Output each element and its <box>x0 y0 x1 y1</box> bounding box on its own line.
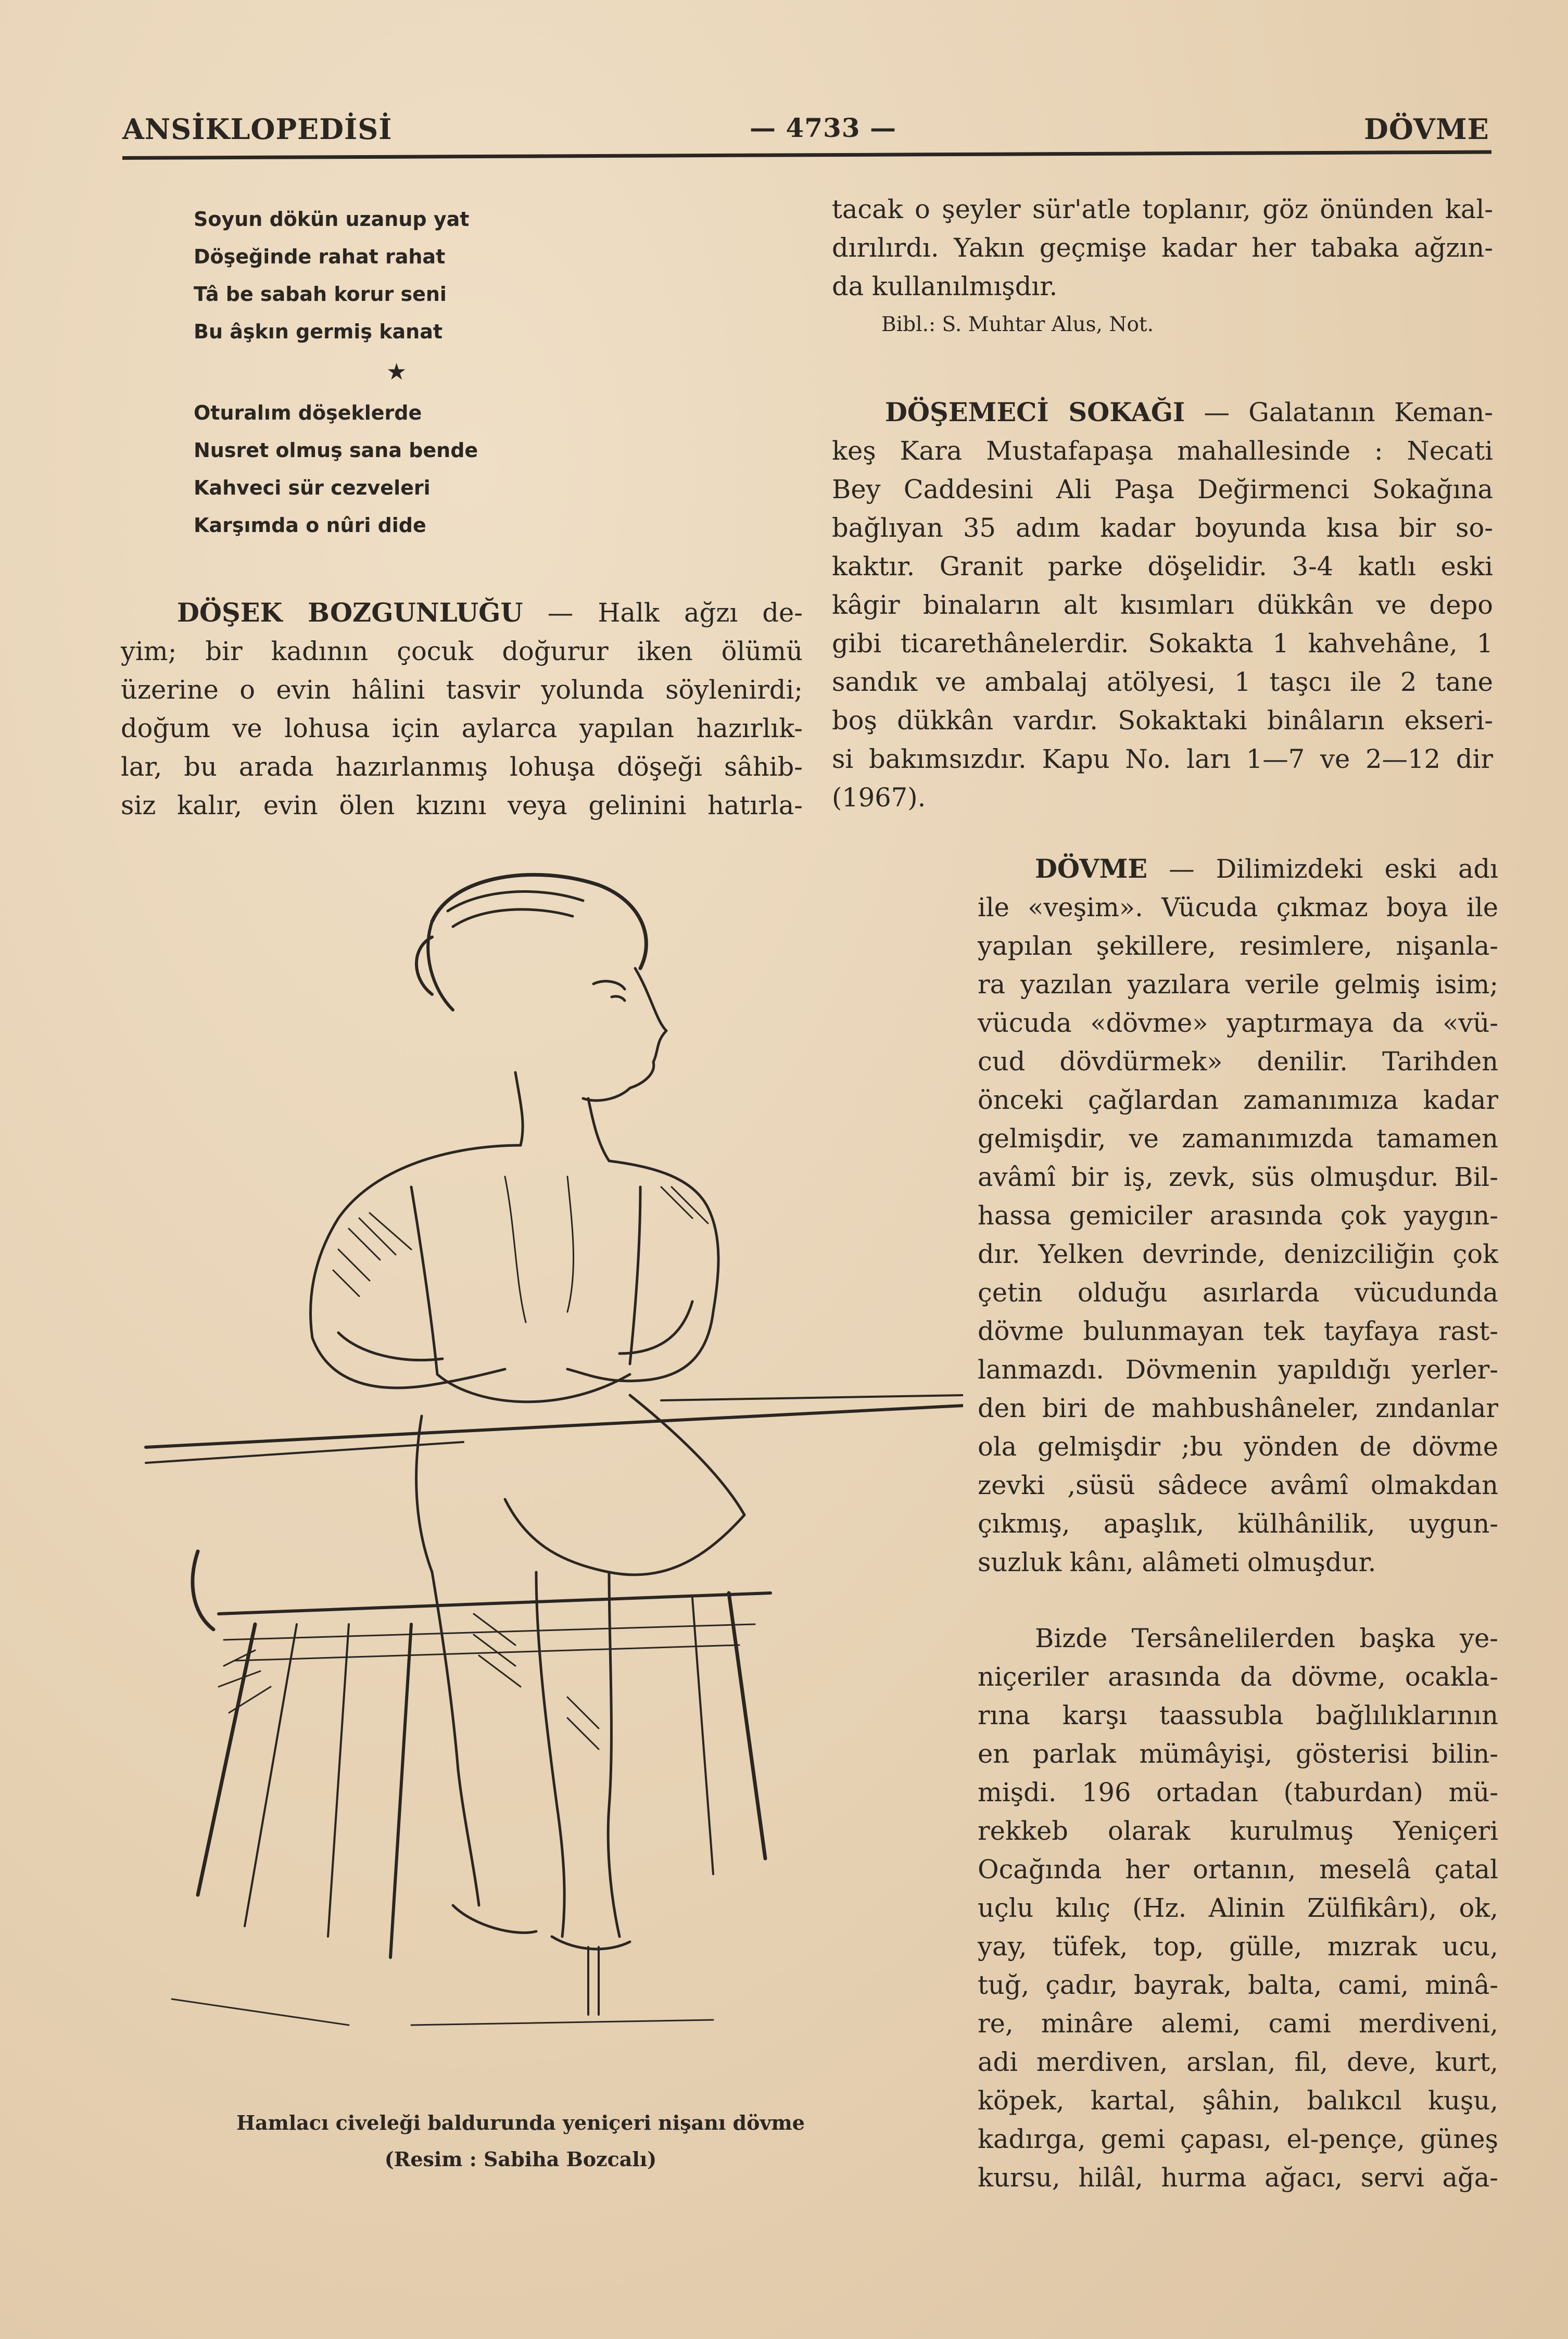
entry-text: da kullanılmışdır. <box>832 271 1058 301</box>
entry-text: dırılırdı. Yakın geçmişe kadar her tabaka ağzın- <box>832 233 1493 263</box>
stanza-separator: ★ <box>386 359 407 385</box>
entry-text: kaktır. Granit parke döşelidir. 3-4 katlı eski <box>832 551 1493 581</box>
entry-text: cud dövdürmek» denilir. Tarihden <box>978 1046 1498 1077</box>
entry-text: sandık ve ambalaj atölyesi, 1 taşcı ile 2 tane <box>832 667 1493 697</box>
entry-text: ile «veşim». Vücuda çıkmaz boya ile <box>978 892 1498 922</box>
entry-text: uçlu kılıç (Hz. Alinin Zülfikârı), ok, <box>978 1893 1498 1923</box>
entry-text: lar, bu arada hazırlanmış lohuşa döşeği sâhib- <box>121 752 803 782</box>
entry-text: ola gelmişdir ;bu yönden de dövme <box>978 1432 1498 1462</box>
entry-text: çıkmış, apaşlık, külhânilik, uygun- <box>978 1509 1498 1539</box>
poem-line: Soyun dökün uzanup yat <box>194 208 470 231</box>
entry-text: gibi ticarethânelerdir. Sokakta 1 kahvehâne, 1 <box>832 628 1493 659</box>
entry-text: lanmazdı. Dövmenin yapıldığı yerler- <box>978 1355 1498 1385</box>
poem-line: Döşeğinde rahat rahat <box>194 245 446 268</box>
entry-dosemeci-sokagi <box>832 393 1493 817</box>
entry-dovme <box>978 850 1498 2197</box>
entry-text: keş Kara Mustafapaşa mahallesinde : Necati <box>832 436 1493 466</box>
entry-text: kâgir binaların alt kısımları dükkân ve depo <box>832 590 1493 620</box>
sketch-illustration <box>141 854 963 2093</box>
figure-caption: Hamlacı civeleği baldurunda yeniçeri nişanı dövme <box>236 2111 805 2134</box>
entry-text: köpek, kartal, şâhin, balıkcıl kuşu, <box>978 2085 1498 2116</box>
entry-text: tacak o şeyler sür'atle toplanır, göz önünden kal- <box>832 194 1493 224</box>
entry-text: siz kalır, evin ölen kızını veya gelinini hatırla- <box>121 790 803 820</box>
entry-text: hassa gemiciler arasında çok yaygın- <box>978 1200 1498 1231</box>
poem <box>194 200 662 544</box>
entry-text: bağlıyan 35 adım kadar boyunda kısa bir so- <box>832 513 1493 543</box>
entry-text: den biri de mahbushâneler, zındanlar <box>978 1393 1498 1423</box>
entry-dosek-bozgunlugu <box>121 593 803 825</box>
entry-text: dövme bulunmayan tek tayfaya rast- <box>978 1316 1498 1346</box>
entry-text: ra yazılan yazılara verile gelmiş isim; <box>978 969 1498 1000</box>
poem-line: Karşımda o nûri dide <box>194 514 426 537</box>
entry-text: adi merdiven, arslan, fil, deve, kurt, <box>978 2047 1498 2077</box>
entry-text: rekkeb olarak kurulmuş Yeniçeri <box>978 1816 1498 1846</box>
entry-title: DÖŞEMECİ SOKAĞI <box>885 397 1185 427</box>
poem-line: Bu âşkın germiş kanat <box>194 320 443 343</box>
entry-text: — Galatanın Keman- <box>1204 397 1493 427</box>
entry-continuation <box>832 190 1493 344</box>
page-number: — 4733 — <box>750 112 896 143</box>
entry-text: üzerine o evin hâlini tasvir yolunda söylenirdi; <box>121 675 803 705</box>
entry-text: vücuda «dövme» yaptırmaya da «vü- <box>978 1008 1498 1038</box>
entry-text: avâmî bir iş, zevk, süs olmuşdur. Bil- <box>978 1162 1498 1192</box>
entry-text: boş dükkân vardır. Sokaktaki binâların ekseri- <box>832 705 1493 736</box>
entry-text: yapılan şekillere, resimlere, nişanla- <box>978 931 1498 961</box>
entry-text: önceki çağlardan zamanımıza kadar <box>978 1085 1498 1115</box>
entry-text: — Halk ağzı de- <box>547 598 803 628</box>
bibliography: Bibl.: S. Muhtar Alus, Not. <box>881 313 1154 336</box>
entry-title: DÖVME <box>1035 854 1148 884</box>
running-header-left: ANSİKLOPEDİSİ <box>122 112 393 146</box>
entry-text: kursu, hilâl, hurma ağacı, servi ağa- <box>978 2163 1498 2193</box>
entry-text: tuğ, çadır, bayrak, balta, cami, minâ- <box>978 1970 1498 2000</box>
entry-text: yim; bir kadının çocuk doğurur iken ölümü <box>121 636 803 666</box>
entry-text: en parlak mümâyişi, gösterisi bilin- <box>978 1739 1498 1769</box>
entry-title: DÖŞEK BOZGUNLUĞU <box>177 598 523 628</box>
entry-text: Bizde Tersânelilerden başka ye- <box>1035 1623 1498 1653</box>
poem-line: Oturalım döşeklerde <box>194 401 422 424</box>
entry-text: re, minâre alemi, cami merdiveni, <box>978 2008 1498 2039</box>
entry-text: mişdi. 196 ortadan (taburdan) mü- <box>978 1777 1498 1807</box>
entry-text: niçeriler arasında da dövme, ocakla- <box>978 1662 1498 1692</box>
entry-text: Ocağında her ortanın, meselâ çatal <box>978 1854 1498 1885</box>
figure-credit: (Resim : Sabiha Bozcalı) <box>384 2147 657 2171</box>
entry-text: (1967). <box>832 782 926 813</box>
entry-text: gelmişdir, ve zamanımızda tamamen <box>978 1123 1498 1154</box>
header-rule <box>122 150 1491 160</box>
running-header-right: DÖVME <box>1364 112 1489 146</box>
entry-text: zevki ,süsü sâdece avâmî olmakdan <box>978 1470 1498 1500</box>
entry-text: Bey Caddesini Ali Paşa Değirmenci Sokağına <box>832 474 1493 504</box>
entry-text: rına karşı taassubla bağlılıklarının <box>978 1700 1498 1730</box>
entry-text: doğum ve lohusa için aylarca yapılan hazırlık- <box>121 713 803 743</box>
entry-text: yay, tüfek, top, gülle, mızrak ucu, <box>978 1931 1498 1962</box>
entry-text: çetin olduğu asırlarda vücudunda <box>978 1278 1498 1308</box>
entry-text: si bakımsızdır. Kapu No. ları 1—7 ve 2—12 dir <box>832 744 1493 774</box>
poem-line: Tâ be sabah korur seni <box>194 283 447 306</box>
poem-line: Nusret olmuş sana bende <box>194 439 478 462</box>
entry-text: dır. Yelken devrinde, denizciliğin çok <box>978 1239 1498 1269</box>
entry-text: suzluk kânı, alâmeti olmuşdur. <box>978 1547 1376 1577</box>
entry-text: — Dilimizdeki eski adı <box>1169 854 1498 884</box>
poem-line: Kahveci sür cezveleri <box>194 476 431 499</box>
entry-text: kadırga, gemi çapası, el-pençe, güneş <box>978 2124 1498 2154</box>
